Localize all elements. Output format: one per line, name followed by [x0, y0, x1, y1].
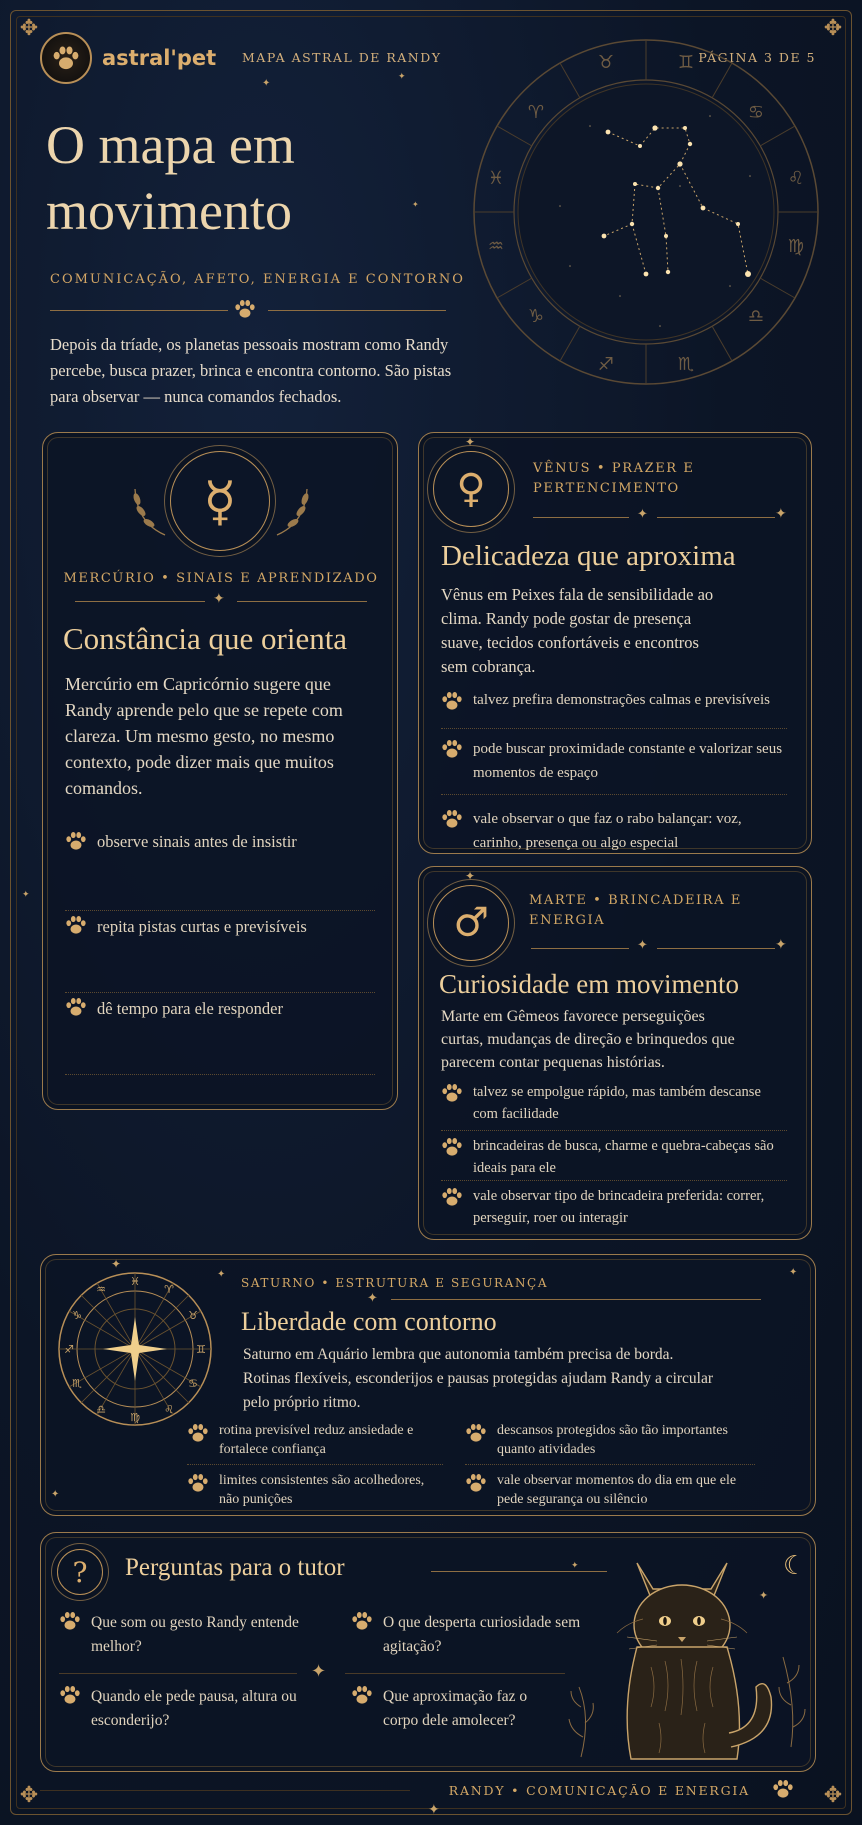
- svg-text:♎: ♎: [747, 306, 765, 327]
- question-text: Quando ele pede pausa, altura ou esconderijo?: [91, 1688, 297, 1729]
- question-item: [59, 1611, 329, 1659]
- star-icon: ✦: [51, 1489, 60, 1500]
- divider: [391, 1299, 761, 1300]
- zodiac-wheel-small-icon: [55, 1269, 215, 1429]
- paw-icon: [441, 1083, 463, 1103]
- corner-ornament-icon: ✥: [19, 1783, 39, 1808]
- paw-icon: [65, 997, 87, 1017]
- svg-text:♓: ♓: [487, 168, 505, 189]
- question-text: Que aproximação faz o corpo dele amolecer?: [383, 1688, 528, 1729]
- svg-text:♎: ♎: [96, 1403, 106, 1416]
- star-icon: ✦: [311, 1661, 327, 1682]
- star-icon: ✦: [398, 72, 406, 82]
- list-item: [187, 1421, 443, 1465]
- list-item: [65, 911, 375, 993]
- svg-text:♋: ♋: [747, 102, 765, 123]
- question-text: O que desperta curiosidade sem agitação?: [383, 1614, 581, 1655]
- svg-text:♊: ♊: [196, 1343, 206, 1356]
- corner-ornament-icon: ✥: [823, 1783, 843, 1808]
- star-icon: ✦: [465, 869, 476, 883]
- question-icon: ?: [57, 1549, 103, 1595]
- saturno-card: [40, 1254, 816, 1516]
- list-item: [441, 1181, 787, 1231]
- star-icon: ✦: [412, 200, 419, 209]
- divider: [531, 948, 629, 949]
- star-icon: ✦: [367, 1291, 378, 1306]
- saturno-title: Liberdade com contorno: [241, 1307, 497, 1336]
- saturno-bullets-left: [187, 1421, 443, 1509]
- svg-text:♓: ♓: [130, 1275, 140, 1288]
- list-item: [441, 1131, 787, 1181]
- star-icon: ✦: [759, 1589, 769, 1602]
- paw-icon: [441, 739, 463, 759]
- divider: [345, 1673, 565, 1674]
- venus-symbol-icon: ♀: [433, 451, 509, 527]
- svg-text:♈: ♈: [527, 102, 545, 123]
- mercurio-title: Constância que orienta: [63, 621, 348, 656]
- bullet-text: repita pistas curtas e previsíveis: [97, 917, 307, 936]
- svg-text:♍: ♍: [130, 1411, 140, 1424]
- paw-icon: [351, 1611, 373, 1631]
- star-icon: ✦: [262, 78, 271, 89]
- paw-icon: [441, 1187, 463, 1207]
- bullet-text: limites consistentes são acolhedores, não punições: [219, 1473, 425, 1507]
- star-icon: ✦: [217, 1269, 226, 1280]
- footer-text: RANDY • COMUNICAÇÃO E ENERGIA: [448, 1783, 750, 1798]
- paw-icon: [441, 809, 463, 829]
- bullet-text: descansos protegidos são tão importantes quanto atividades: [497, 1423, 728, 1457]
- paw-icon: [441, 691, 463, 711]
- paw-icon: [59, 1685, 81, 1705]
- svg-text:♉: ♉: [188, 1309, 198, 1322]
- question-item: [59, 1685, 319, 1733]
- mercury-symbol-icon: ☿: [170, 451, 270, 551]
- star-icon: ✦: [789, 1267, 798, 1278]
- paw-icon: [465, 1473, 487, 1493]
- paw-icon: [441, 1137, 463, 1157]
- list-item: [441, 795, 787, 857]
- bullet-text: brincadeiras de busca, charme e quebra-cabeças são ideais para ele: [473, 1138, 774, 1176]
- bullet-text: pode buscar proximidade constante e valorizar seus momentos de espaço: [473, 741, 783, 781]
- brand-name: astral'pet: [102, 46, 217, 70]
- saturno-bullets-right: [465, 1421, 755, 1509]
- svg-text:♍: ♍: [787, 236, 805, 257]
- saturno-body: Saturno em Aquário lembra que autonomia também precisa de borda. Rotinas flexíveis, esconderijos e pausas protegidas ajudam Randy a circular pelo próprio ritmo.: [243, 1346, 714, 1411]
- mercurio-card: [42, 432, 398, 1110]
- list-item: [441, 729, 787, 795]
- corner-ornament-icon: ✥: [823, 16, 843, 41]
- brand[interactable]: [40, 32, 216, 84]
- divider: [268, 310, 446, 311]
- star-icon: ✦: [571, 1561, 579, 1571]
- perguntas-card: [40, 1532, 816, 1772]
- bullet-text: vale observar o que faz o rabo balançar: voz, carinho, presença ou algo especial: [473, 811, 742, 851]
- divider: [40, 1790, 410, 1791]
- star-icon: ✦: [111, 1257, 122, 1271]
- star-icon: ✦: [775, 506, 787, 522]
- page-title: [46, 112, 466, 244]
- star-icon: ✦: [637, 507, 648, 522]
- marte-bullets: [441, 1081, 787, 1231]
- bullet-text: rotina previsível reduz ansiedade e fortalece confiança: [219, 1423, 414, 1457]
- mars-symbol-icon: ♂: [433, 885, 509, 961]
- paw-icon: [187, 1423, 209, 1443]
- divider: [657, 517, 775, 518]
- list-item: [441, 689, 787, 729]
- cat-illustration: [561, 1537, 811, 1769]
- svg-text:♌: ♌: [164, 1403, 174, 1416]
- venus-body: Vênus em Peixes fala de sensibilidade ao clima. Randy pode gostar de presença suave, tecidos confortáveis e encontros sem cobrança.: [441, 585, 714, 676]
- bullet-text: dê tempo para ele responder: [97, 999, 283, 1018]
- paw-icon: [65, 915, 87, 935]
- paw-icon: [772, 1779, 794, 1799]
- svg-text:♊: ♊: [677, 52, 695, 73]
- star-icon: ✦: [465, 435, 476, 449]
- laurel-right-icon: [267, 483, 317, 541]
- hero-kicker: COMUNICAÇÃO, AFETO, ENERGIA E CONTORNO: [50, 272, 465, 287]
- header-subtitle: MAPA ASTRAL DE RANDY: [242, 50, 442, 65]
- list-item: [65, 829, 375, 911]
- divider: [75, 601, 205, 602]
- venus-card: [418, 432, 812, 854]
- list-item: [465, 1465, 755, 1509]
- svg-text:♌: ♌: [787, 168, 805, 189]
- bullet-text: talvez se empolgue rápido, mas também descanse com facilidade: [473, 1084, 761, 1122]
- venus-title: Delicadeza que aproxima: [441, 540, 736, 572]
- list-item: [65, 993, 375, 1075]
- paw-logo-icon: [40, 32, 92, 84]
- svg-text:♒: ♒: [96, 1283, 106, 1296]
- divider: [50, 310, 228, 311]
- star-icon: ✦: [213, 591, 225, 607]
- saturno-eyebrow: SATURNO • ESTRUTURA E SEGURANÇA: [241, 1276, 549, 1290]
- mercurio-eyebrow: MERCÚRIO • SINAIS E APRENDIZADO: [63, 571, 379, 586]
- hero-intro: Depois da tríade, os planetas pessoais mostram como Randy percebe, busca prazer, brinca e encontra contorno. São pistas para observar — nunca comandos fechados.: [50, 335, 452, 406]
- paw-icon: [187, 1473, 209, 1493]
- list-item: [441, 1081, 787, 1131]
- star-icon: ✦: [428, 1802, 440, 1818]
- crescent-moon-icon: ☾: [783, 1551, 807, 1581]
- bullet-text: talvez prefira demonstrações calmas e previsíveis: [473, 692, 770, 708]
- page-number: PÁGINA 3 DE 5: [698, 50, 816, 65]
- question-item: [351, 1685, 551, 1733]
- divider: [237, 601, 367, 602]
- bullet-text: vale observar tipo de brincadeira preferida: correr, perseguir, roer ou interagir: [473, 1188, 765, 1226]
- list-item: [187, 1465, 443, 1509]
- mercurio-body: Mercúrio em Capricórnio sugere que Randy aprende pelo que se repete com clareza. Um mesmo gesto, no mesmo contexto, pode dizer mais que muitos comandos.: [65, 674, 343, 798]
- perguntas-title: Perguntas para o tutor: [125, 1554, 345, 1581]
- svg-text:♑: ♑: [527, 306, 545, 327]
- paw-icon: [465, 1423, 487, 1443]
- question-text: Que som ou gesto Randy entende melhor?: [91, 1614, 299, 1655]
- star-icon: ✦: [22, 890, 30, 900]
- svg-text:♈: ♈: [164, 1283, 174, 1296]
- paw-icon: [65, 831, 87, 851]
- venus-bullets: [441, 689, 787, 857]
- laurel-left-icon: [125, 483, 175, 541]
- divider: [59, 1673, 297, 1674]
- title-line-1: O mapa em: [46, 115, 295, 175]
- svg-text:♏: ♏: [72, 1377, 82, 1390]
- svg-text:♒: ♒: [487, 236, 505, 257]
- paw-icon: [234, 299, 256, 319]
- zodiac-wheel-icon: [470, 36, 822, 388]
- svg-text:♋: ♋: [188, 1377, 198, 1390]
- divider: [533, 517, 629, 518]
- svg-text:♉: ♉: [597, 52, 615, 73]
- marte-title: Curiosidade em movimento: [439, 969, 739, 999]
- venus-eyebrow: VÊNUS • PRAZER E PERTENCIMENTO: [533, 461, 695, 496]
- bullet-text: observe sinais antes de insistir: [97, 832, 297, 851]
- star-icon: ✦: [775, 937, 787, 953]
- svg-text:♐: ♐: [64, 1343, 74, 1356]
- corner-ornament-icon: ✥: [19, 16, 39, 41]
- svg-text:♏: ♏: [677, 354, 695, 375]
- marte-card: [418, 866, 812, 1240]
- marte-eyebrow: MARTE • BRINCADEIRA E ENERGIA: [529, 893, 742, 928]
- divider: [657, 948, 775, 949]
- paw-icon: [351, 1685, 373, 1705]
- bullet-text: vale observar momentos do dia em que ele pede segurança ou silêncio: [497, 1473, 737, 1507]
- list-item: [465, 1421, 755, 1465]
- title-line-2: movimento: [46, 181, 292, 241]
- star-icon: ✦: [637, 938, 648, 953]
- paw-icon: [59, 1611, 81, 1631]
- svg-text:♑: ♑: [72, 1309, 82, 1322]
- svg-text:♐: ♐: [597, 354, 615, 375]
- mercurio-bullets: [65, 829, 375, 1075]
- marte-body: Marte em Gêmeos favorece perseguições curtas, mudanças de direção e brinquedos que parecem contar pequenas histórias.: [441, 1008, 735, 1071]
